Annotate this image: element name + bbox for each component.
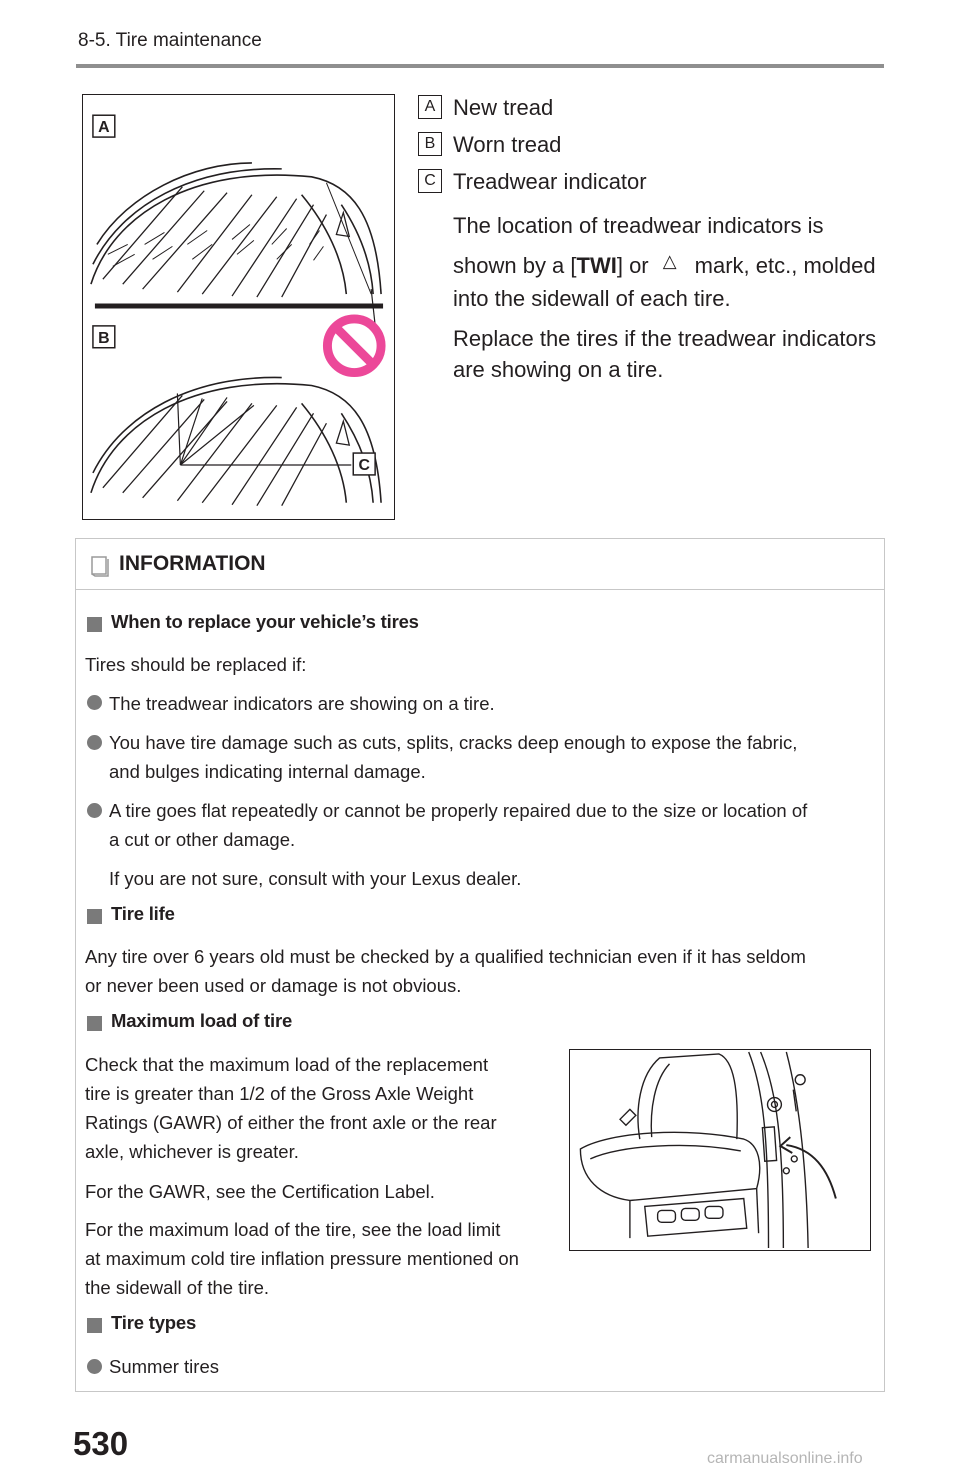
figure-label-b: B [98, 329, 110, 347]
heading-square-icon [87, 909, 102, 924]
replace-bullet-2: You have tire damage such as cuts, splits, cracks deep enough to expose the fabric, and bulges indicating internal damage. [109, 732, 798, 782]
legend-key-c: C [418, 169, 442, 193]
replace-note: Replace the tires if the treadwear indicators are showing on a tire. [453, 326, 877, 382]
figure-label-c: C [358, 456, 370, 474]
legend-text-b: Worn tread [453, 132, 562, 157]
bullet-dot-icon [87, 1359, 102, 1374]
replace-bullet-1: The treadwear indicators are showing on a tire. [109, 693, 495, 714]
information-header [76, 539, 884, 590]
tire-tread-illustration [82, 94, 395, 520]
max-load-paragraph-2: For the GAWR, see the Certification Label. [85, 1181, 435, 1202]
heading-maximum-load: Maximum load of tire [111, 1010, 293, 1031]
indicator-description [453, 210, 876, 314]
bullet-dot-icon [87, 803, 102, 818]
max-load-paragraph-3: For the maximum load of the tire, see the load limit at maximum cold tire inflation pressure mentioned on the sidewall of the tire. [85, 1219, 519, 1298]
twi-mark: TWI [576, 253, 617, 278]
information-title: INFORMATION [119, 552, 266, 575]
bullet-dot-icon [87, 735, 102, 750]
heading-tire-types: Tire types [111, 1312, 197, 1333]
legend-text-a: New tread [453, 95, 554, 120]
figure-label-a: A [98, 119, 110, 137]
information-box [75, 538, 885, 1392]
heading-square-icon [87, 617, 102, 632]
heading-tire-life: Tire life [111, 903, 175, 924]
tire-life-text: Any tire over 6 years old must be checked by a qualified technician even if it has seldom or never been used or damage is not obvious. [85, 946, 806, 996]
section-header: 8-5. Tire maintenance [78, 30, 262, 51]
bullet-dot-icon [87, 695, 102, 710]
heading-when-to-replace: When to replace your vehicle’s tires [111, 611, 419, 632]
page-number: 530 [73, 1425, 129, 1462]
indicator-line-3: into the sidewall of each tire. [453, 286, 731, 311]
watermark: carmanualsonline.info [707, 1450, 863, 1467]
triangle-mark-icon: △ [662, 251, 677, 271]
legend-key-b: B [418, 132, 442, 156]
heading-square-icon [87, 1016, 102, 1031]
replace-intro: Tires should be replaced if: [85, 654, 307, 675]
header-rule [76, 64, 884, 68]
certification-label-location-illustration [569, 1049, 871, 1251]
book-icon [90, 555, 110, 577]
indicator-line-2: shown by a [TWI] or △ mark, etc., molded [453, 250, 876, 283]
indicator-line-1: The location of treadwear indicators is [453, 213, 824, 238]
dealer-note: If you are not sure, consult with your Lexus dealer. [109, 868, 522, 889]
legend-text-c: Treadwear indicator [453, 169, 647, 194]
legend-key-a: A [418, 95, 442, 119]
heading-square-icon [87, 1318, 102, 1333]
prohibition-icon [327, 319, 381, 373]
tire-types-bullet-1: Summer tires [109, 1356, 219, 1377]
max-load-paragraph-1: Check that the maximum load of the replacement tire is greater than 1/2 of the Gross Axle Weight Ratings (GAWR) of either the front axle or the rear axle, whichever is greater. [85, 1054, 497, 1162]
replace-bullet-3: A tire goes flat repeatedly or cannot be properly repaired due to the size or location of a cut or other damage. [109, 800, 808, 850]
